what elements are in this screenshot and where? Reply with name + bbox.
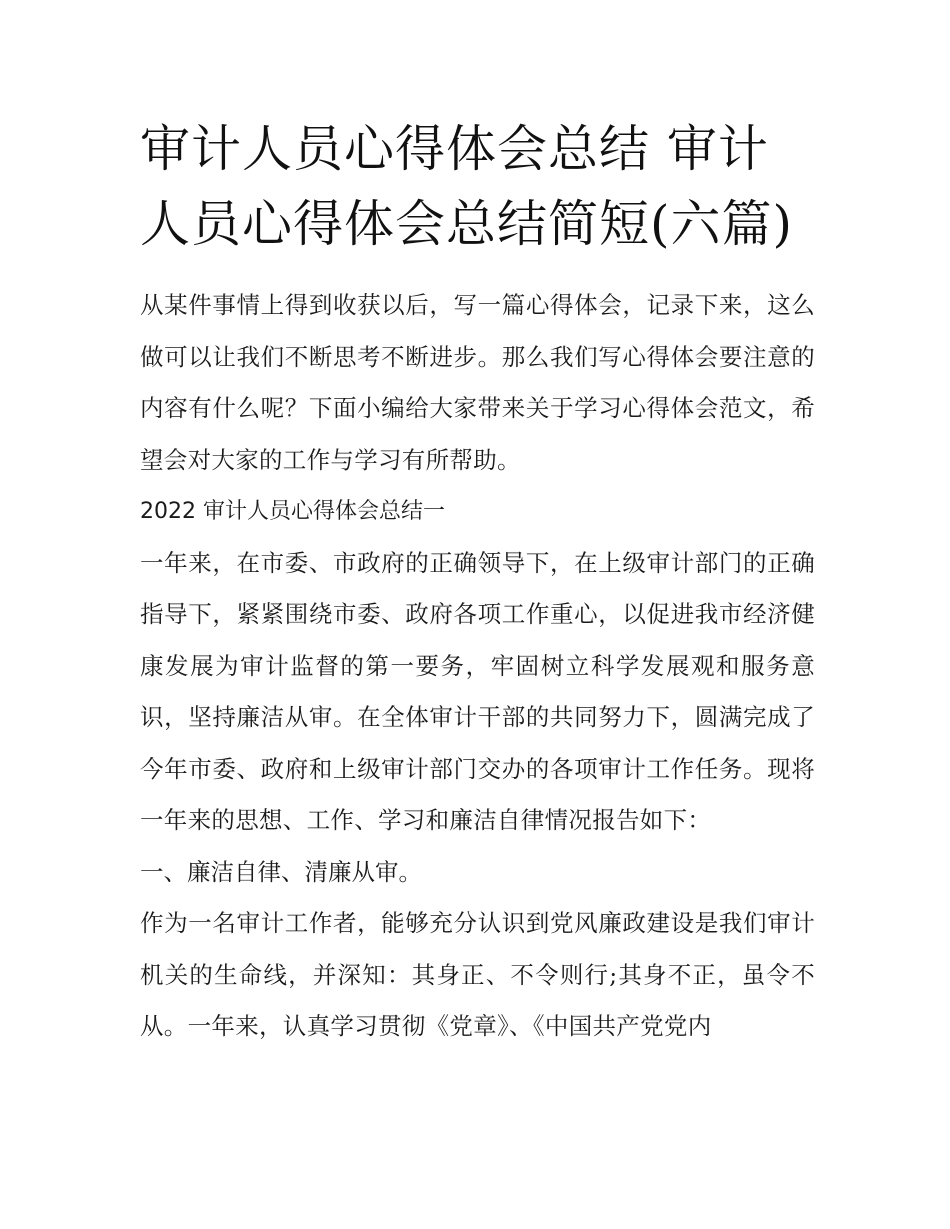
document-title: 审计人员心得体会总结 审计人员心得体会总结简短(六篇) [140,120,794,253]
document-page [140,0,815,1053]
subheading-1: 一、廉洁自律、清廉从审。 [140,857,422,886]
body-paragraph-1: 一年来，在市委、市政府的正确领导下，在上级审计部门的正确指导下，紧紧围绕市委、政府各项工作重心，以促进我市经济健康发展为审计监督的第一要务，牢固树立科学发展观和服务意识，坚持廉洁从审。在全体审计干部的共同努力下，圆满完成了今年市委、政府和上级审计部门交办的各项审计工作任务。现将一年来的思想、工作、学习和廉洁自律情况报告如下： [140,548,815,834]
section-heading: 2022 审计人员心得体会总结一 [140,499,445,524]
intro-paragraph: 从某件事情上得到收获以后，写一篇心得体会，记录下来，这么做可以让我们不断思考不断进步。那么我们写心得体会要注意的内容有什么呢？下面小编给大家带来关于学习心得体会范文，希望会对大家的工作与学习有所帮助。 [140,291,815,474]
body-paragraph-2: 作为一名审计工作者，能够充分认识到党风廉政建设是我们审计机关的生命线，并深知：其身正、不令则行;其身不正，虽令不从。一年来，认真学习贯彻《党章》、《中国共产党党内 [140,909,815,1040]
